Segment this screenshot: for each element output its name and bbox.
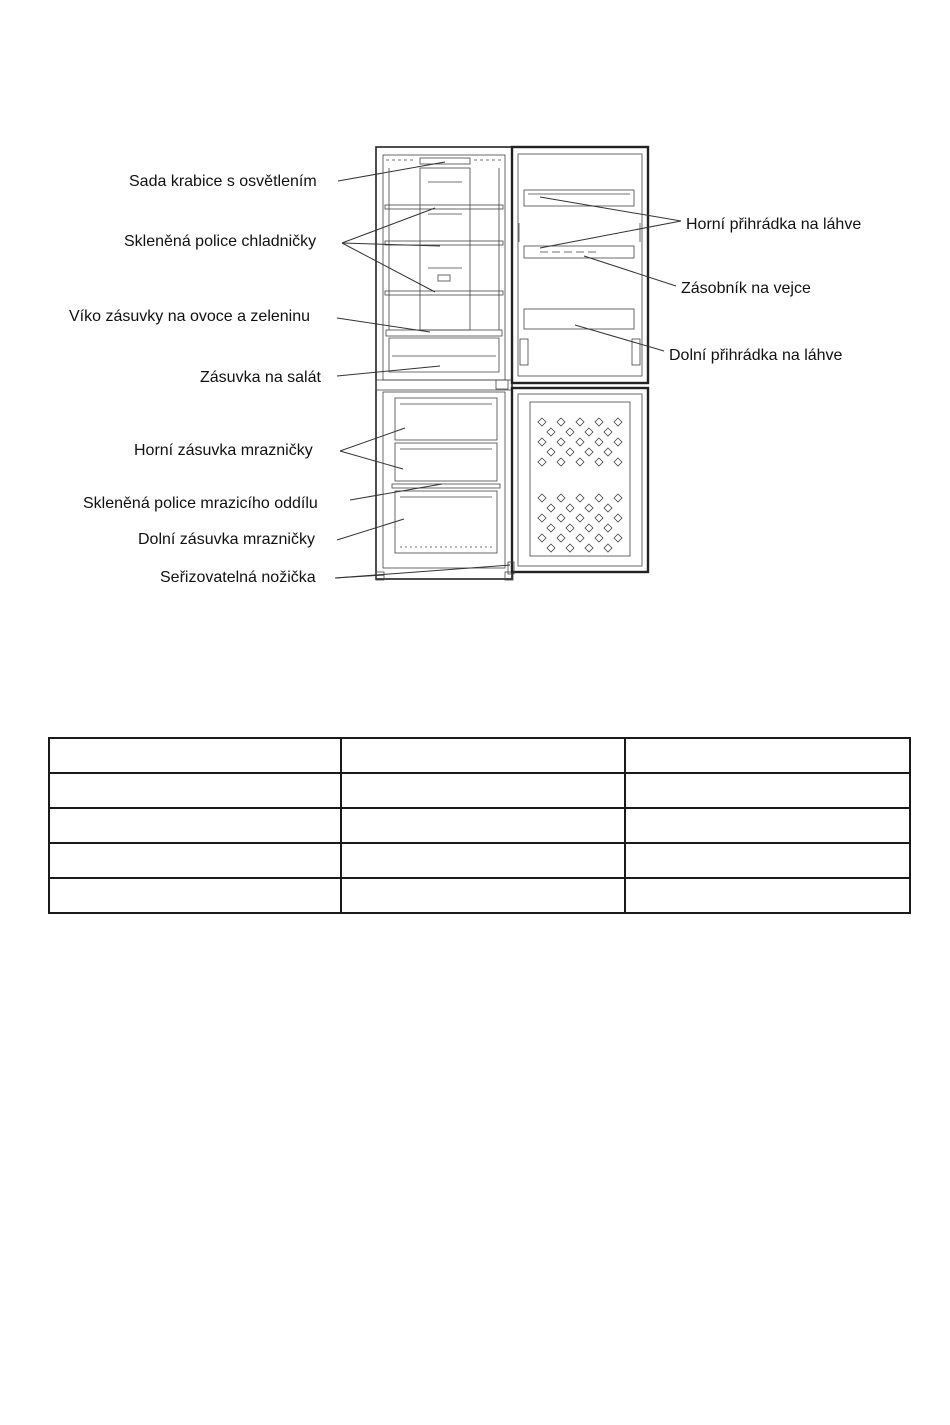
- door-pattern-top: [538, 418, 622, 466]
- freezer-door: [508, 388, 648, 574]
- pattern-diamond: [547, 428, 555, 436]
- pattern-diamond: [576, 534, 584, 542]
- label-egg-tray: Zásobník na vejce: [681, 280, 811, 297]
- pattern-diamond: [566, 524, 574, 532]
- label-lower-bottle-shelf: Dolní přihrádka na láhve: [669, 347, 843, 364]
- pattern-diamond: [557, 494, 565, 502]
- pattern-diamond: [614, 534, 622, 542]
- table-cell: [625, 878, 910, 913]
- table-cell: [49, 843, 341, 878]
- pattern-diamond: [547, 544, 555, 552]
- table-cell: [341, 843, 625, 878]
- pattern-diamond: [566, 544, 574, 552]
- pattern-diamond: [538, 418, 546, 426]
- pattern-diamond: [538, 438, 546, 446]
- table-row: [49, 808, 910, 843]
- pattern-diamond: [595, 534, 603, 542]
- pattern-diamond: [538, 458, 546, 466]
- table-row: [49, 773, 910, 808]
- pattern-diamond: [557, 458, 565, 466]
- label-light-box: Sada krabice s osvětlením: [129, 173, 317, 190]
- table-cell: [625, 808, 910, 843]
- pattern-diamond: [576, 418, 584, 426]
- leader-lines: [335, 162, 681, 578]
- pattern-diamond: [576, 514, 584, 522]
- pattern-diamond: [547, 524, 555, 532]
- pattern-diamond: [538, 494, 546, 502]
- pattern-diamond: [547, 504, 555, 512]
- fridge-diagram-svg: [0, 0, 950, 700]
- pattern-diamond: [576, 494, 584, 502]
- pattern-diamond: [604, 504, 612, 512]
- pattern-diamond: [576, 458, 584, 466]
- pattern-diamond: [566, 428, 574, 436]
- fridge-door: [512, 147, 648, 383]
- table-cell: [49, 878, 341, 913]
- table-row: [49, 878, 910, 913]
- pattern-diamond: [614, 458, 622, 466]
- pattern-diamond: [604, 428, 612, 436]
- table-row: [49, 843, 910, 878]
- pattern-diamond: [557, 438, 565, 446]
- pattern-diamond: [604, 544, 612, 552]
- pattern-diamond: [547, 448, 555, 456]
- label-upper-bottle-shelf: Horní přihrádka na láhve: [686, 216, 862, 233]
- pattern-diamond: [585, 428, 593, 436]
- pattern-diamond: [557, 418, 565, 426]
- fridge-diagram: [0, 0, 950, 700]
- table-cell: [625, 738, 910, 773]
- pattern-diamond: [566, 448, 574, 456]
- table-cell: [341, 738, 625, 773]
- table-cell: [49, 738, 341, 773]
- table-cell: [49, 773, 341, 808]
- pattern-diamond: [614, 418, 622, 426]
- label-adjustable-foot: Seřizovatelná nožička: [160, 569, 316, 586]
- spec-table: [48, 737, 911, 914]
- pattern-diamond: [614, 494, 622, 502]
- pattern-diamond: [585, 448, 593, 456]
- pattern-diamond: [557, 514, 565, 522]
- pattern-diamond: [595, 514, 603, 522]
- pattern-diamond: [585, 544, 593, 552]
- label-fridge-glass-shelf: Skleněná police chladničky: [124, 233, 317, 250]
- table-cell: [341, 878, 625, 913]
- pattern-diamond: [566, 504, 574, 512]
- pattern-diamond: [614, 514, 622, 522]
- table-cell: [625, 843, 910, 878]
- pattern-diamond: [585, 524, 593, 532]
- pattern-diamond: [604, 448, 612, 456]
- table-row: [49, 738, 910, 773]
- door-pattern-bottom: [538, 494, 622, 552]
- label-lower-freezer-drawer: Dolní zásuvka mrazničky: [138, 531, 315, 548]
- pattern-diamond: [576, 438, 584, 446]
- fridge-cabinet: [376, 147, 513, 580]
- label-upper-freezer-drawer: Horní zásuvka mrazničky: [134, 442, 313, 459]
- table-cell: [49, 808, 341, 843]
- pattern-diamond: [595, 418, 603, 426]
- pattern-diamond: [604, 524, 612, 532]
- table-cell: [341, 773, 625, 808]
- pattern-diamond: [585, 504, 593, 512]
- pattern-diamond: [614, 438, 622, 446]
- pattern-diamond: [538, 514, 546, 522]
- label-crisper-cover: Víko zásuvky na ovoce a zeleninu: [69, 308, 311, 325]
- pattern-diamond: [595, 458, 603, 466]
- label-freezer-glass-shelf: Skleněná police mrazicího oddílu: [83, 495, 318, 512]
- table-cell: [625, 773, 910, 808]
- pattern-diamond: [595, 438, 603, 446]
- pattern-diamond: [595, 494, 603, 502]
- pattern-diamond: [557, 534, 565, 542]
- table-cell: [341, 808, 625, 843]
- label-salad-drawer: Zásuvka na salát: [200, 369, 321, 386]
- pattern-diamond: [538, 534, 546, 542]
